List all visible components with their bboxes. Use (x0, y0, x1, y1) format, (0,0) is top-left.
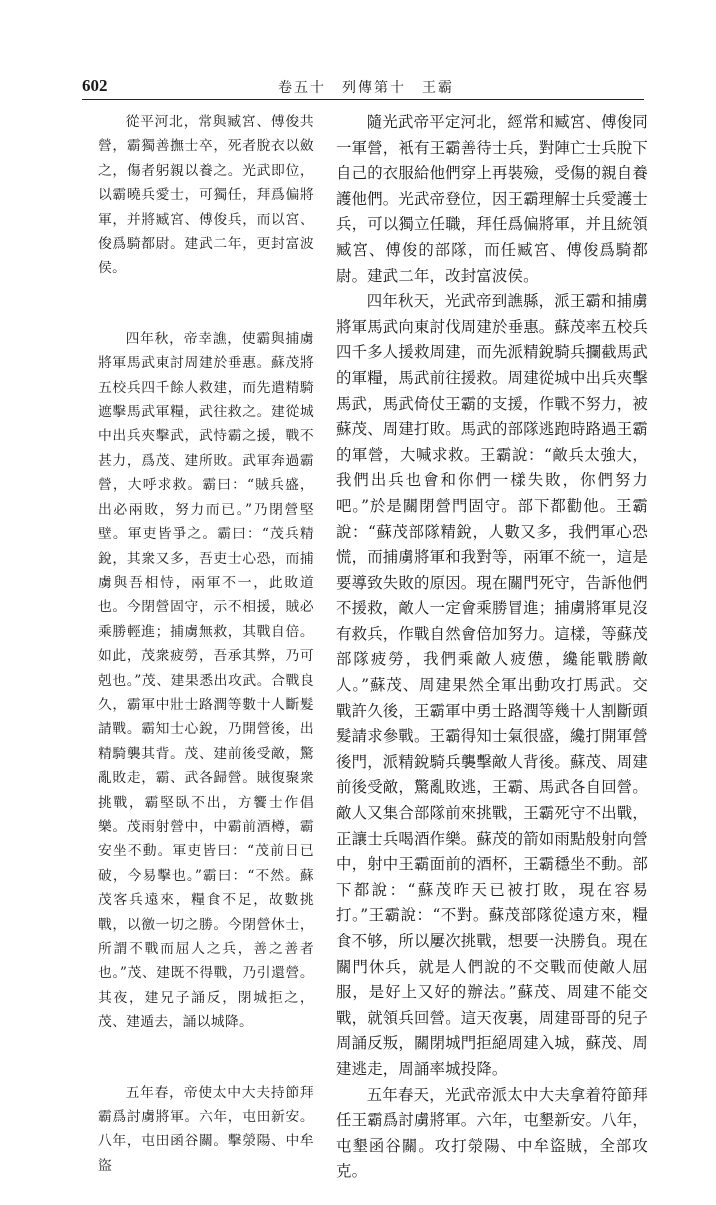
page-header (82, 76, 642, 98)
classical-paragraph: 四年秋，帝幸譙，使霸與捕虜將軍馬武東討周建於垂惠。蘇茂將五校兵四千餘人救建，而先遣精騎遮擊馬武軍糧，武往救之。建從城中出兵夾擊武，武恃霸之援，戰不甚力，爲茂、建所敗。武軍奔過霸營，大呼求救。霸曰：“賊兵盛，出必兩敗，努力而已。”乃閉營堅壁。軍吏皆爭之。霸曰：“茂兵精銳，其衆又多，吾吏士心恐，而捕虜與吾相恃，兩軍不一，此敗道也。今閉營固守，示不相援，賊必乘勝輕進；捕虜無救，其戰自倍。如此，茂衆疲勞，吾承其弊，乃可剋也。”茂、建果悉出攻武。合戰良久，霸軍中壯士路潤等數十人斷髮請戰。霸知士心銳，乃開營後，出精騎襲其背。茂、建前後受敵，驚亂敗走，霸、武各歸營。賊復聚衆挑戰，霸堅臥不出，方饗士作倡樂。茂雨射營中，中霸前酒樽，霸安坐不動。軍吏皆曰：“茂前日已破，今易擊也。”霸曰：“不然。蘇茂客兵遠來，糧食不足，故數挑戰，以徼一切之勝。今閉營休士，所謂不戰而屈人之兵，善之善者也。”茂、建既不得戰，乃引還營。其夜，建兄子誦反，閉城拒之，茂、建遁去，誦以城降。 (98, 330, 314, 1031)
page-number: 602 (82, 76, 108, 95)
classical-paragraph: 從平河北，常與臧宮、傅俊共營，霸獨善撫士卒，死者脫衣以斂之，傷者躬親以養之。光武即位，以霸曉兵愛士，可獨任，拜爲偏將軍，并將臧宮、傅俊兵，而以宮、俊爲騎都尉。建武二年，更封富波侯。 (98, 114, 314, 277)
classical-paragraph: 五年春，帝使太中大夫持節拜霸爲討虜將軍。六年，屯田新安。八年，屯田函谷關。擊滎陽、中牟盜 (98, 1084, 314, 1174)
header-rule (82, 99, 644, 100)
translation-text-column (336, 110, 648, 1205)
running-head: 卷五十 列傳第十 王霸 (278, 80, 454, 96)
translation-paragraph: 五年春天，光武帝派太中大夫拿着符節拜任王霸爲討虜將軍。六年，屯墾新安。八年，屯墾函谷關。攻打滎陽、中牟盜賊，全部攻克。 (336, 1085, 648, 1181)
translation-paragraph: 四年秋天，光武帝到譙縣，派王霸和捕虜將軍馬武向東討伐周建於垂惠。蘇茂率五校兵四千多人援救周建，而先派精銳騎兵攔截馬武的軍糧，馬武前往援救。周建從城中出兵夾擊馬武，馬武倚仗王霸的支援，作戰不努力，被蘇茂、周建打敗。馬武的部隊逃跑時路過王霸的軍營，大喊求救。王霸說：“敵兵太強大，我們出兵也會和你們一樣失敗，你們努力吧。”於是關閉營門固守。部下都勸他。王霸說：“蘇茂部隊精銳，人數又多，我們軍心恐慌，而捕虜將軍和我對等，兩軍不統一，這是要導致失敗的原因。現在關門死守，告訴他們不援救，敵人一定會乘勝冒進；捕虜將軍見沒有救兵，作戰自然會倍加努力。這樣，等蘇茂部隊疲勞，我們乘敵人疲憊，纔能戰勝敵人。”蘇茂、周建果然全軍出動攻打馬武。交戰許久後，王霸軍中勇士路潤等幾十人割斷頭髮請求參戰。王霸得知士氣很盛，纔打開軍營後門，派精銳騎兵襲擊敵人背後。蘇茂、周建前後受敵，驚亂敗逃，王霸、馬武各自回營。敵人又集合部隊前來挑戰，王霸死守不出戰，正讓士兵喝酒作樂。蘇茂的箭如雨點般射向營中，射中王霸面前的酒杯，王霸穩坐不動。部下都說：“蘇茂昨天已被打敗，現在容易打。”王霸說：“不對。蘇茂部隊從遠方來，糧食不够，所以屢次挑戰，想要一決勝負。現在關門休兵，就是人們說的不交戰而使敵人屈服，是好上又好的辦法。”蘇茂、周建不能交戰，就領兵回營。這天夜裏，周建哥哥的兒子周誦反叛，關閉城門拒絕周建入城，蘇茂、周建逃走，周誦率城投降。 (336, 292, 648, 1078)
translation-paragraph: 隨光武帝平定河北，經常和臧宮、傅俊同一軍營，衹有王霸善待士兵，對陣亡士兵脫下自己的衣服給他們穿上再裝殮，受傷的親自養護他們。光武帝登位，因王霸理解士兵愛護士兵，可以獨立任職，拜任爲偏將軍，并且統領臧宮、傅俊的部隊，而任臧宮、傅俊爲騎都尉。建武二年，改封富波侯。 (336, 113, 648, 285)
classical-text-column (98, 110, 314, 1198)
